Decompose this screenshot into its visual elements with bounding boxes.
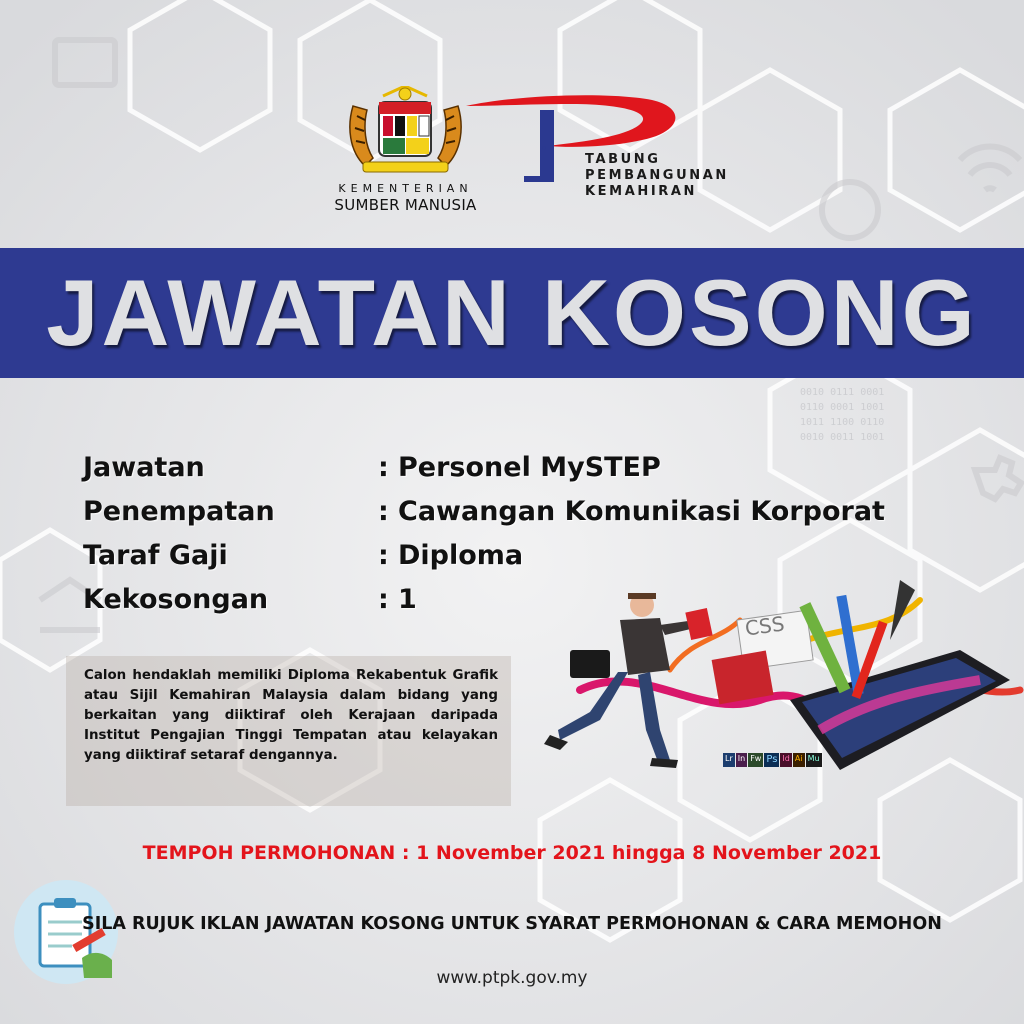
app-badge: Ai (793, 753, 805, 767)
detail-colon: : (378, 452, 389, 483)
detail-colon: : (378, 496, 389, 527)
banner-title: JAWATAN KOSONG (46, 260, 978, 365)
ptpk-name (585, 152, 729, 200)
detail-label: Kekosongan (83, 584, 269, 615)
title-banner (0, 248, 1024, 378)
instruction-text: SILA RUJUK IKLAN JAWATAN KOSONG UNTUK SYARAT PERMOHONAN & CARA MEMOHON (82, 914, 942, 934)
requirement-text: Calon hendaklah memiliki Diploma Rekabentuk Grafik atau Sijil Kemahiran Malaysia dalam bidang yang berkaitan yang diiktiraf oleh Kerajaan daripada Institut Pengajian Tinggi Tempatan atau kelayakan yang diiktiraf setaraf dengannya. (84, 668, 498, 763)
detail-value: Personel MySTEP (398, 452, 661, 483)
detail-colon: : (378, 584, 389, 615)
website-link[interactable]: www.ptpk.gov.my (436, 968, 588, 988)
detail-value: Diploma (398, 540, 524, 571)
svg-text:0110 0001 1001: 0110 0001 1001 (800, 402, 885, 413)
css-label: CSS (743, 611, 786, 641)
svg-text:0010 0111 0001: 0010 0111 0001 (800, 387, 885, 398)
ptpk-line-2: PEMBANGUNAN (585, 168, 729, 183)
detail-label: Taraf Gaji (83, 540, 228, 571)
ministry-line-2: SUMBER MANUSIA (334, 196, 477, 214)
app-badge: Fw (748, 753, 763, 767)
ptpk-line-1: TABUNG (585, 152, 661, 167)
app-badge: Lr (723, 753, 735, 767)
app-badge: Id (780, 753, 791, 767)
app-badge: Mu (806, 753, 822, 767)
app-badge: Ps (766, 754, 778, 765)
svg-text:1011 1100 0110: 1011 1100 0110 (800, 417, 885, 428)
app-badge: In (736, 753, 747, 767)
svg-text:0010 0011 1001: 0010 0011 1001 (800, 432, 885, 443)
detail-label: Penempatan (83, 496, 275, 527)
ministry-line-1: KEMENTERIAN (338, 182, 473, 195)
application-period: TEMPOH PERMOHONAN : 1 November 2021 hingga 8 November 2021 (142, 842, 882, 864)
app-badges (723, 753, 822, 767)
detail-value: 1 (398, 584, 417, 615)
detail-colon: : (378, 540, 389, 571)
detail-value: Cawangan Komunikasi Korporat (398, 496, 885, 527)
malaysia-coat-of-arms-icon (343, 86, 468, 178)
detail-label: Jawatan (83, 452, 205, 483)
graphic-designer-illustration (520, 580, 1024, 780)
ptpk-line-3: KEMAHIRAN (585, 184, 698, 199)
